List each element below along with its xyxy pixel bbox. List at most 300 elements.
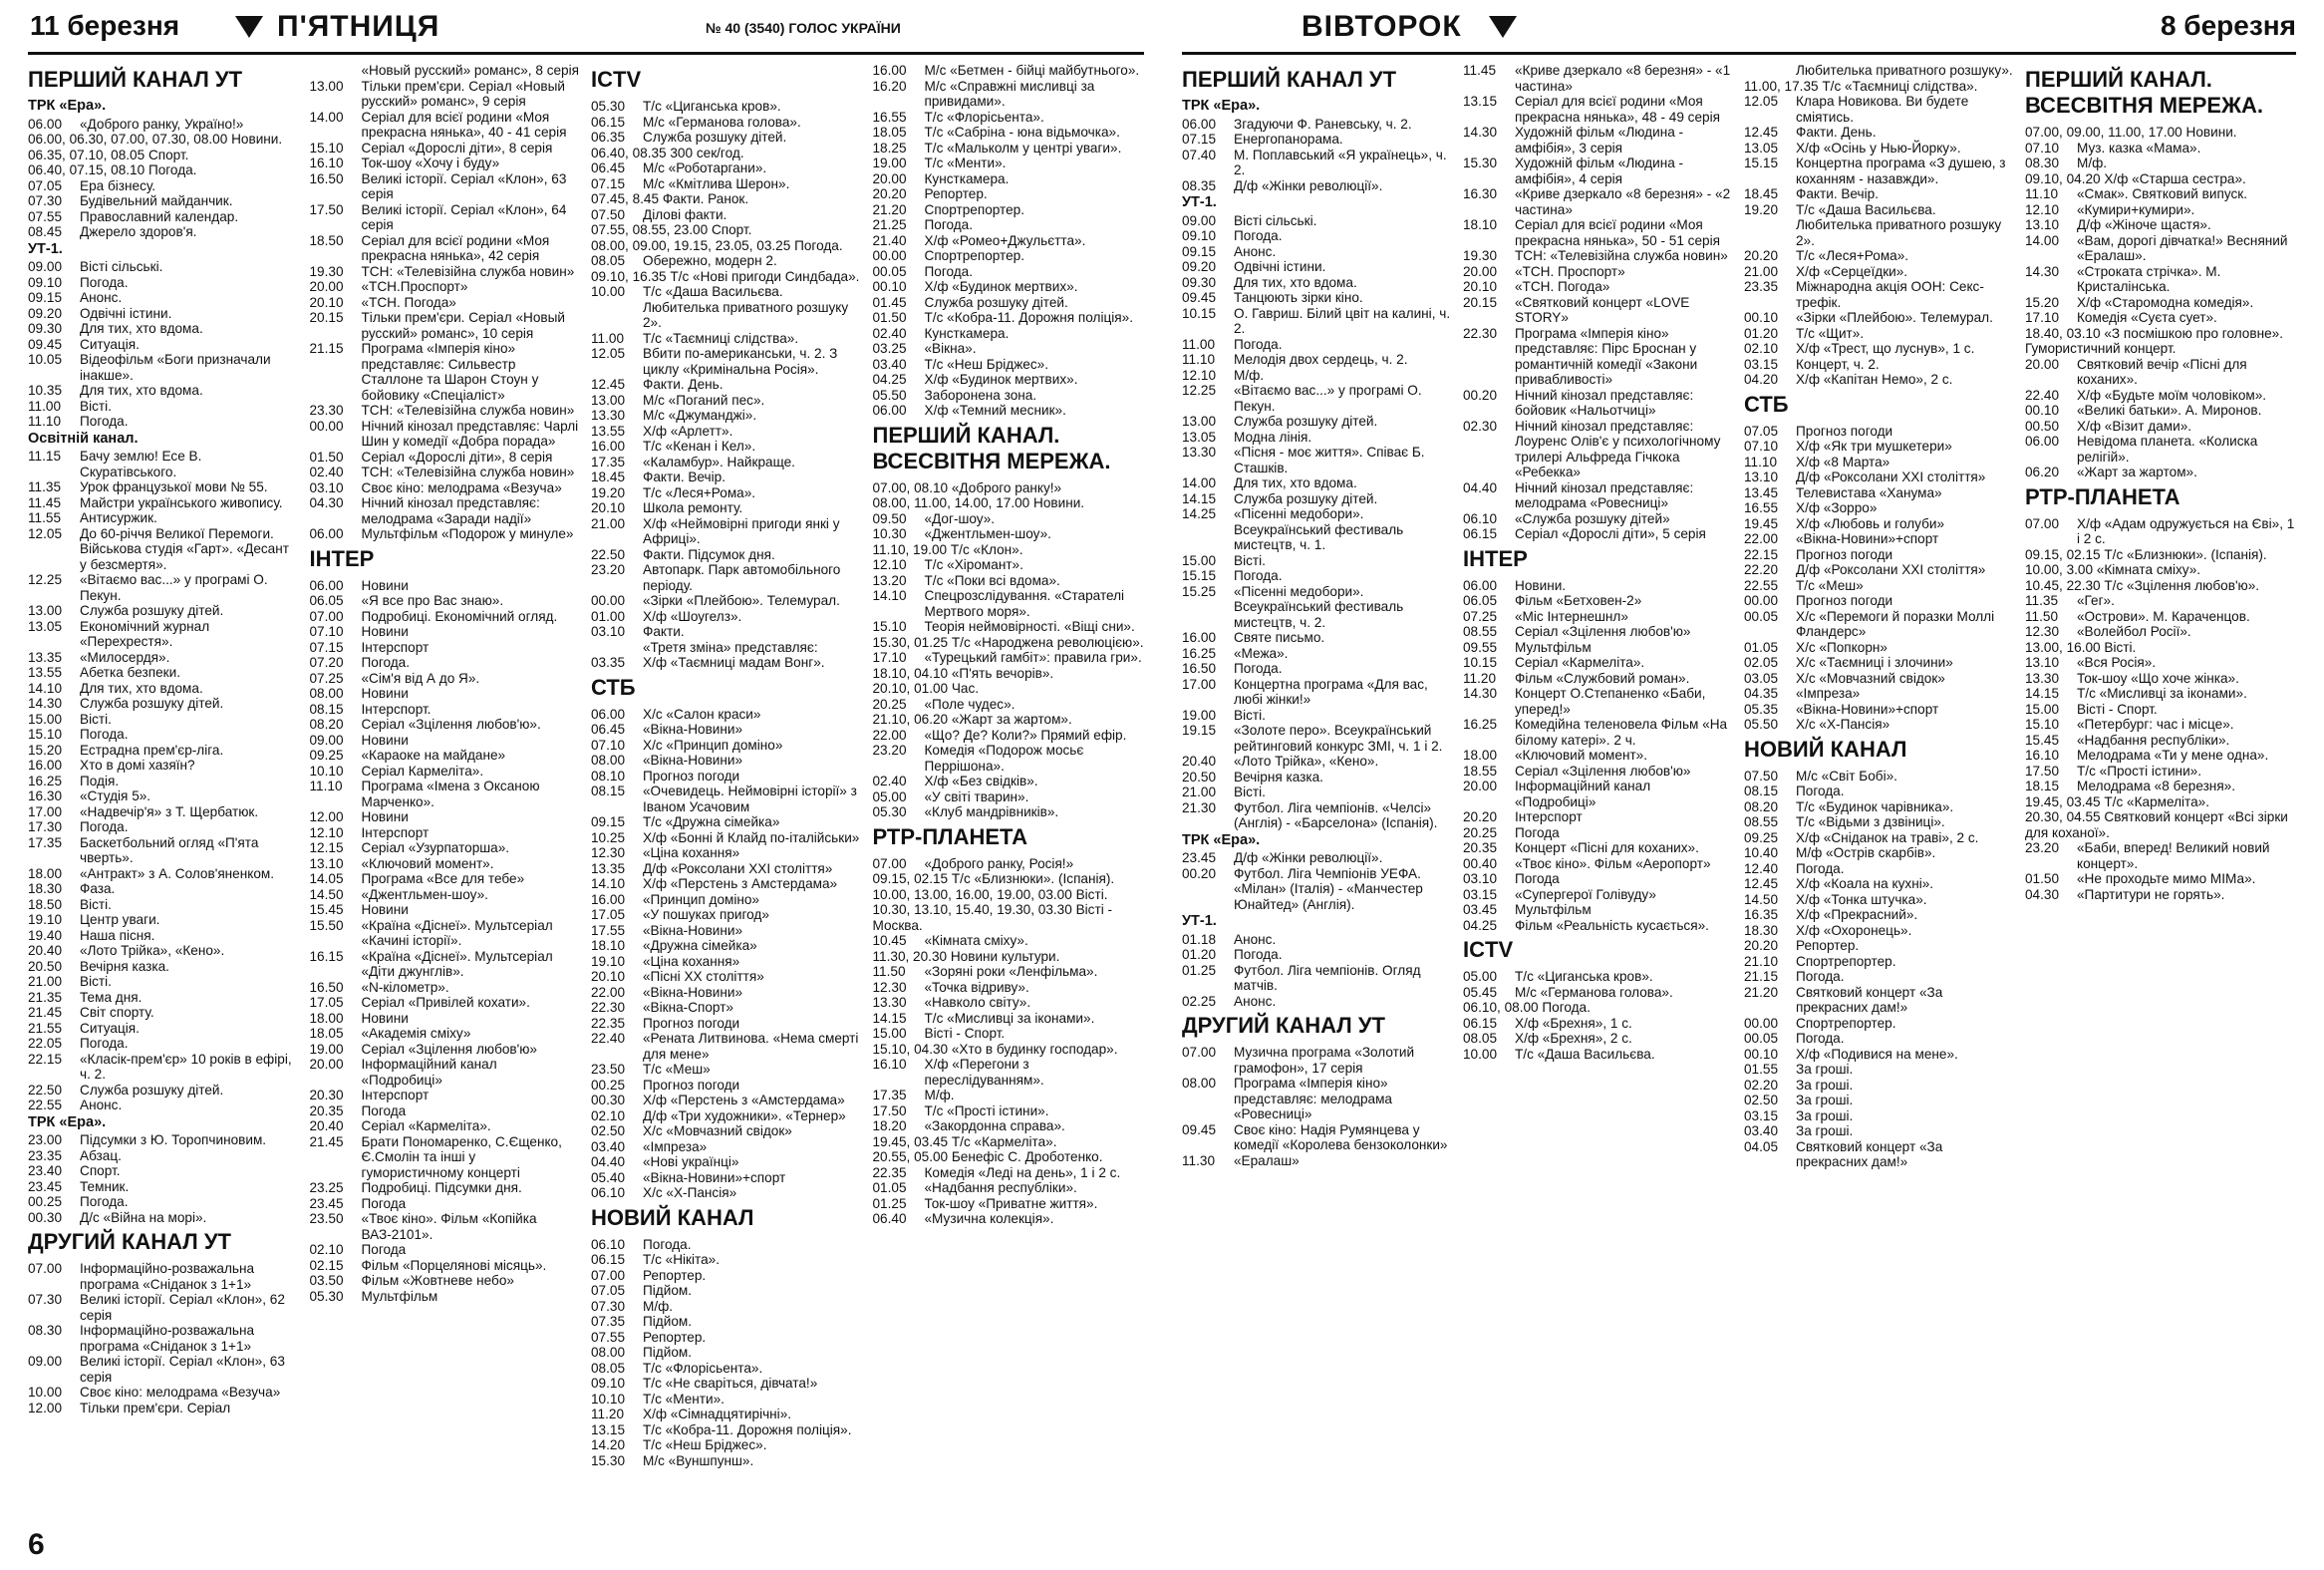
program-title: За гроші.: [1796, 1077, 1854, 1093]
program-time: 14.15: [2025, 686, 2060, 701]
program-time: 22.50: [591, 546, 626, 562]
program-row: [873, 372, 1145, 388]
program-row: [310, 419, 582, 450]
program-time: 08.00: [591, 1345, 626, 1360]
program-row: [310, 609, 582, 625]
program-title: Анонс.: [1234, 931, 1277, 947]
program-time: 09.15: [591, 814, 626, 829]
program-row: [310, 980, 582, 996]
program-title: Тільки прем'єри. Серіал «Новый русский» романс», 10 серія: [361, 310, 565, 341]
program-title: «Доброго ранку, Росія!»: [924, 855, 1074, 871]
program-title: Х/ф «Зорро»: [1796, 500, 1878, 515]
program-title: Баскетбольний огляд «П'ята чверть».: [80, 834, 259, 865]
program-row: [1182, 947, 1453, 963]
program-title: Служба розшуку дітей.: [80, 1082, 224, 1098]
program-row: [873, 202, 1145, 218]
program-row: [1744, 892, 2015, 908]
program-time: 23.50: [309, 1211, 344, 1226]
program-row: [1744, 470, 2015, 485]
program-title: Підйом.: [643, 1345, 692, 1360]
program-title: Погода.: [1234, 661, 1283, 676]
program-title: Комедія «Суєта сует».: [2077, 310, 2217, 325]
program-row: [873, 186, 1145, 202]
program-time: 18.05: [309, 1026, 344, 1041]
program-title: «Гег».: [2077, 593, 2115, 608]
program-row: [310, 655, 582, 671]
program-title: За гроші.: [1796, 1062, 1854, 1077]
program-row: [2025, 779, 2296, 794]
program-time: 08.10: [591, 768, 626, 784]
program-title: Інформаційно-розважальна програма «Сніданок з 1+1»: [80, 1323, 255, 1354]
program-time: 06.00: [872, 403, 907, 418]
program-time: 08.35: [1182, 177, 1217, 193]
program-title: Погода.: [1796, 969, 1845, 984]
program-time: [310, 63, 362, 79]
program-row: [591, 500, 863, 516]
program-row: [1463, 94, 1734, 125]
program-time: 19.45, 03.45: [2025, 793, 2105, 809]
program-time: 10.10: [591, 1391, 626, 1407]
program-title: Святковий вечір «Пісні для коханих».: [2077, 356, 2247, 387]
program-title: Тема дня.: [80, 989, 143, 1005]
program-row: [1744, 876, 2015, 892]
program-title: Своє кіно: мелодрама «Везуча»: [361, 479, 562, 495]
program-row: [591, 861, 863, 877]
program-title: Погода.: [80, 727, 129, 742]
channel-heading: ICTV: [1463, 937, 1514, 962]
program-row: [1744, 310, 2015, 326]
program-title: Любителька приватного розшуку».: [1796, 63, 2013, 78]
program-title: Світ спорту.: [80, 1005, 154, 1020]
program-row: [28, 1036, 300, 1052]
program-title: Новини: [361, 902, 409, 917]
program-title: Одвічні істини.: [1234, 259, 1326, 274]
program-title: «Що? Де? Коли?» Прямий ефір.: [924, 727, 1127, 743]
program-time: 02.40: [309, 465, 344, 479]
program-row: [591, 1268, 863, 1284]
program-title: Х/ф «Шоугелз».: [643, 608, 742, 624]
program-row: [1744, 1047, 2015, 1063]
program-row: [1182, 553, 1453, 569]
program-row: [1182, 568, 1453, 584]
program-title: Програма «Імперія кіно» представляє: Сильвестр Сталлоне та Шарон Стоун у бойовику «Спеціаліст»: [361, 341, 539, 403]
block-subheading: УТ-1.: [28, 240, 63, 257]
program-title: Х/ф «Любовь и голуби»: [1796, 515, 1945, 531]
program-title: «Антракт» з А. Солов'яненком.: [80, 865, 275, 881]
program-title: М/ф.: [1234, 367, 1265, 383]
program-time: 06.35: [591, 130, 626, 145]
program-time: 18.55: [1463, 763, 1498, 779]
program-title: Х/ф «Бонні й Клайд по-італійськи»: [643, 829, 860, 845]
program-title: Репортер.: [924, 186, 988, 201]
program-row: [1182, 275, 1453, 291]
program-row: [873, 156, 1145, 171]
program-title: «Міс Інтернешнл»: [1515, 608, 1628, 624]
program-row: [1182, 584, 1453, 631]
program-time: 20.00: [309, 1057, 344, 1072]
program-title: Т/с «Менти».: [643, 1391, 725, 1407]
program-title: «Золоте перо». Всеукраїнський рейтинговий конкурс ЗМІ, ч. 1 і 2.: [1234, 723, 1443, 754]
program-time: 04.30: [309, 495, 344, 510]
program-title: «Країна «Діснеї». Мультсеріал «Качині історії».: [361, 917, 553, 948]
program-row: [1182, 646, 1453, 662]
program-row: [1744, 593, 2015, 609]
program-title: Мелодія двох сердець, ч. 2.: [1234, 352, 1408, 367]
program-row: [591, 1185, 863, 1201]
program-time: 18.00: [1463, 748, 1498, 763]
program-row: [591, 1330, 863, 1346]
program-row: [28, 572, 300, 603]
program-time: 05.30: [591, 99, 626, 114]
program-time: 11.35: [28, 479, 62, 494]
program-row: [2025, 388, 2296, 404]
program-time: 20.20: [1463, 809, 1498, 824]
program-time: 18.05: [872, 125, 907, 140]
program-row: [591, 938, 863, 954]
program-time: 03.25: [872, 341, 907, 356]
program-row: [28, 1179, 300, 1195]
program-time: 08.05: [591, 1360, 626, 1376]
program-time: 14.05: [309, 871, 344, 886]
program-row: [873, 1057, 1145, 1088]
program-row: [591, 146, 863, 161]
program-row: [1463, 887, 1734, 903]
program-row: [873, 933, 1145, 949]
program-title: Служба розшуку дітей.: [643, 130, 787, 145]
program-title: Х/с «Перемоги й поразки Моллі Фландерс»: [1796, 608, 1995, 639]
program-row: [1744, 372, 2015, 388]
channel-heading: ПЕРШИЙ КАНАЛ. ВСЕСВІТНЯ МЕРЕЖА.: [2025, 67, 2263, 118]
program-row: [2025, 686, 2296, 702]
program-time: 10.00: [591, 284, 626, 299]
program-time: 21.10, 06.20: [872, 712, 952, 727]
program-time: 11.00: [1182, 336, 1216, 352]
program-row: [1182, 1153, 1453, 1169]
program-time: 16.00: [591, 891, 626, 907]
program-row: [1744, 562, 2015, 578]
program-row: [28, 743, 300, 759]
block-subheading: УТ-1.: [1182, 913, 1217, 929]
program-title: «ТСН. Погода»: [1515, 279, 1610, 294]
program-time: 03.10: [309, 479, 344, 495]
program-row: [873, 403, 1145, 419]
program-row: [28, 603, 300, 619]
program-title: Х/с «Попкорн»: [1796, 639, 1888, 655]
program-title: Новини: [361, 1010, 409, 1026]
program-title: «Кімната сміху».: [924, 933, 1028, 948]
program-title: Футбол. Ліга Чемпіонів УЕФА. «Мілан» (Італія) - «Манчестер Юнайтед» (Англія).: [1234, 865, 1423, 912]
program-time: 16.55: [872, 109, 907, 125]
program-title: Комедія «Леді на день», 1 і 2 с.: [924, 1164, 1121, 1180]
program-time: 15.15: [1744, 156, 1779, 170]
left-day-title: П'ЯТНИЦЯ: [277, 10, 440, 43]
program-row: [28, 383, 300, 399]
program-time: 07.00: [872, 855, 907, 871]
program-title: Інформаційний канал «Подробиці»: [361, 1057, 497, 1088]
program-time: 00.30: [28, 1209, 63, 1225]
program-row: [1744, 141, 2015, 157]
program-title: «Джентльмен-шоу».: [924, 526, 1051, 541]
program-row: [310, 310, 582, 341]
program-time: 07.55: [28, 208, 63, 224]
program-row: [28, 1210, 300, 1226]
program-time: 20.20: [1744, 938, 1779, 953]
program-row: [28, 259, 300, 275]
program-time: 00.10: [1744, 310, 1779, 325]
block-subheading: ТРК «Ера».: [1182, 831, 1261, 848]
program-title: «Музична колекція».: [924, 1211, 1054, 1226]
program-row: [591, 1237, 863, 1253]
program-row: [873, 141, 1145, 157]
program-title: «Вікна-Новини»+спорт: [643, 1169, 786, 1185]
program-row: [28, 897, 300, 913]
program-row: [310, 1103, 582, 1119]
program-title: Новини: [361, 577, 409, 593]
program-time: 00.00: [1744, 1015, 1779, 1031]
program-row: [1744, 1062, 2015, 1078]
program-time: 09.00: [28, 1354, 63, 1369]
program-row: [2025, 310, 2296, 326]
program-title: Програма «Все для тебе»: [361, 871, 525, 886]
program-title: Темник.: [80, 1178, 130, 1194]
program-row: [310, 79, 582, 110]
issue-label: № 40 (3540) ГОЛОС УКРАЇНИ: [706, 20, 901, 36]
program-title: «Ціна кохання»: [643, 845, 740, 860]
program-title: Д/ф «Жіноче щастя».: [2077, 217, 2211, 232]
program-time: 14.30: [28, 696, 63, 711]
program-row: [310, 495, 582, 526]
program-time: 19.10: [28, 912, 63, 927]
program-title: Нічний кінозал представляє: мелодрама «Заради надії»: [361, 495, 540, 526]
program-title: Енергопанорама.: [1234, 132, 1343, 147]
program-title: Абзац.: [80, 1147, 122, 1163]
program-title: Погода.: [794, 237, 843, 253]
program-title: Відеофільм «Боги призначали інакше».: [80, 352, 271, 383]
program-time: 05.45: [1463, 984, 1498, 1000]
program-time: 22.30: [591, 1000, 626, 1015]
program-title: Спортрепортер.: [1796, 953, 1896, 969]
program-time: 13.35: [28, 649, 63, 665]
program-row: [2025, 671, 2296, 687]
program-row: [310, 871, 582, 887]
program-title: М/с «Джуманджі».: [643, 408, 757, 423]
program-title: Т/с «Даша Васильєва.: [1515, 1046, 1655, 1062]
program-title: Святковий концерт «За прекрасних дам!»: [1796, 984, 1943, 1015]
program-row: [1463, 1016, 1734, 1032]
program-title: Серіал «Привілей кохати».: [361, 995, 530, 1010]
program-title: Фільм «Службовий роман».: [1515, 670, 1690, 686]
program-time: 19.00: [1182, 707, 1217, 723]
program-row: [591, 1093, 863, 1108]
program-title: «Караоке на майдане»: [361, 748, 506, 763]
program-time: 07.55: [591, 1329, 626, 1345]
program-time: 18.45: [591, 470, 626, 484]
program-title: «Імпреза»: [1796, 686, 1861, 701]
program-title: Прогноз погоди: [1796, 593, 1893, 608]
program-title: Мультфільм: [1515, 639, 1592, 655]
program-row: [591, 1170, 863, 1186]
program-time: 20.35: [309, 1102, 344, 1118]
program-time: 20.55, 05.00: [872, 1149, 952, 1164]
program-time: 09.00: [28, 259, 63, 274]
program-row: [2025, 357, 2296, 388]
program-title: Вісті.: [1234, 552, 1266, 568]
program-title: Комедійна теленовела Фільм «На білому катері». 2 ч.: [1515, 717, 1728, 748]
program-row: [310, 1211, 582, 1242]
program-title: Х/с «Х-Пансія»: [643, 1185, 737, 1200]
program-title: Вечірня казка.: [1234, 769, 1323, 785]
program-row: [2025, 156, 2296, 171]
program-title: Школа ремонту.: [643, 500, 743, 515]
program-time: 09.25: [1744, 829, 1779, 845]
program-title: Новини: [361, 732, 409, 748]
program-time: 00.00: [591, 593, 626, 608]
program-row: [28, 510, 300, 526]
program-row: [591, 609, 863, 625]
program-title: Погода.: [924, 217, 974, 232]
program-time: 11.10: [28, 414, 62, 429]
program-row: [873, 1118, 1145, 1134]
program-time: 06.00: [1463, 577, 1498, 593]
program-row: [1182, 148, 1453, 178]
program-row: [591, 1123, 863, 1139]
program-title: Комедія «Подорож мосьє Перрішона».: [924, 743, 1084, 774]
block-subheading: УТ-1.: [1182, 194, 1217, 210]
program-time: 10.00: [28, 1385, 63, 1400]
program-row: [1182, 491, 1453, 507]
program-title: Майстри українського живопису.: [80, 494, 283, 510]
program-time: 07.10: [2025, 140, 2060, 156]
program-title: Програма «Імперія кіно» представляє: Пірс Броснан у романтичній комедії «Закони привабливості»: [1515, 325, 1698, 387]
program-title: Серіал для всієї родини «Моя прекрасна нянька», 42 серія: [361, 232, 550, 263]
program-time: 06.45: [591, 722, 626, 737]
program-time: 07.20: [309, 655, 344, 670]
program-time: 09.10, 16.35: [591, 268, 671, 284]
program-title: Інтерспорт: [361, 824, 430, 840]
program-title: ТСН: «Телевізійна служба новин»: [361, 465, 575, 479]
program-time: 06.00: [309, 526, 344, 541]
program-time: 20.00: [309, 279, 344, 294]
program-time: 22.55: [1744, 577, 1779, 593]
program-row: [1744, 1108, 2015, 1124]
program-title: «Пісенні медобори». Всеукраїнський фестиваль мистецтв, ч. 1.: [1234, 506, 1404, 552]
program-title: «N-кілометр».: [361, 979, 449, 995]
program-title: Спорт.: [80, 1163, 121, 1178]
program-title: Х/ф «Подивися на мене».: [1796, 1046, 1958, 1062]
program-row: [2025, 809, 2296, 840]
program-row: [2025, 264, 2296, 295]
program-title: Вісті.: [80, 398, 112, 414]
program-row: [28, 1292, 300, 1323]
program-time: 21.25: [872, 217, 907, 232]
program-time: 14.20: [591, 1437, 626, 1452]
program-time: 01.45: [872, 294, 907, 310]
program-time: 22.00: [1744, 531, 1779, 546]
program-row: [873, 388, 1145, 404]
program-title: Вісті.: [80, 896, 112, 912]
program-row: [873, 856, 1145, 872]
program-time: 10.25: [591, 829, 626, 845]
program-row: [873, 279, 1145, 295]
program-title: «Закордонна справа».: [924, 1118, 1065, 1133]
program-row: [1182, 754, 1453, 770]
program-row: [1182, 430, 1453, 446]
program-title: Х/ф «Сімнадцятирічні».: [643, 1407, 792, 1421]
program-time: 14.10: [872, 588, 907, 603]
program-time: 09.15, 02.15: [2025, 546, 2105, 562]
program-row: [1463, 840, 1734, 856]
program-time: 21.20: [872, 201, 907, 217]
program-title: Для тих, хто вдома.: [80, 321, 203, 336]
program-row: [591, 130, 863, 146]
program-title: Кунсткамера.: [924, 170, 1010, 186]
program-row: [28, 1021, 300, 1037]
listing-column: [1463, 63, 1734, 1558]
program-row: [873, 635, 1145, 651]
program-time: 02.50: [591, 1123, 626, 1138]
program-time: 00.05: [1744, 608, 1779, 624]
program-title: Підсумки з Ю. Торопчиновим.: [80, 1132, 267, 1147]
program-title: Репортер.: [643, 1267, 707, 1283]
program-time: 14.15: [872, 1010, 907, 1026]
program-row: [2025, 578, 2296, 594]
program-row: [873, 743, 1145, 774]
program-row: [873, 650, 1145, 666]
program-row: [591, 1062, 863, 1078]
program-title: Великі історії. Серіал «Клон», 63 серія: [80, 1354, 285, 1385]
program-title: Х/ф «Будинок мертвих».: [924, 372, 1078, 387]
program-title: М/с «Германова голова».: [1515, 984, 1673, 1000]
program-time: 08.20: [1744, 798, 1779, 814]
program-title: Т/с «Клон».: [950, 541, 1023, 557]
program-time: 13.30: [872, 995, 907, 1010]
program-row: [28, 290, 300, 306]
program-row: [1744, 125, 2015, 141]
program-row: [1744, 830, 2015, 846]
program-title: Вісті - Спорт.: [2077, 701, 2158, 717]
program-title: «Межа».: [1234, 645, 1289, 661]
program-row: [28, 1148, 300, 1164]
program-title: Погода.: [147, 162, 197, 177]
program-title: Погода.: [80, 274, 129, 290]
program-row: [591, 923, 863, 939]
program-title: Погода.: [80, 1194, 129, 1209]
program-title: «ТСН. Проспорт»: [1515, 263, 1625, 279]
program-title: Т/с «Зцілення любов'ю».: [2104, 577, 2260, 593]
program-title: Т/с «Леся+Рома».: [643, 484, 756, 500]
program-row: [28, 928, 300, 944]
program-title: «Країна «Діснеї». Мультсеріал «Діти джунглів».: [361, 948, 553, 979]
program-title: Інтерспорт.: [361, 701, 432, 717]
program-row: [591, 1407, 863, 1422]
program-title: Х/ф «Темний месник».: [924, 403, 1066, 418]
program-row: [873, 217, 1145, 233]
program-row: [591, 562, 863, 593]
program-time: 08.00: [591, 753, 626, 768]
program-row: [873, 1196, 1145, 1212]
program-row: [1182, 1045, 1453, 1076]
program-title: Модна лінія.: [1234, 429, 1312, 445]
channel-heading: ІНТЕР: [309, 545, 375, 571]
program-time: 18.30: [28, 881, 63, 896]
program-title: Естрадна прем'єр-ліга.: [80, 742, 224, 758]
program-title: Служба розшуку дітей.: [80, 603, 224, 618]
program-time: 22.00: [872, 727, 907, 743]
program-title: Спортрепортер.: [1796, 1015, 1896, 1031]
program-title: Т/с «Таємниці слідства».: [1822, 78, 1978, 94]
program-title: Концертна програма «З душею, з коханням - назавжди».: [1796, 156, 2006, 186]
program-time: 05.30: [872, 804, 907, 819]
